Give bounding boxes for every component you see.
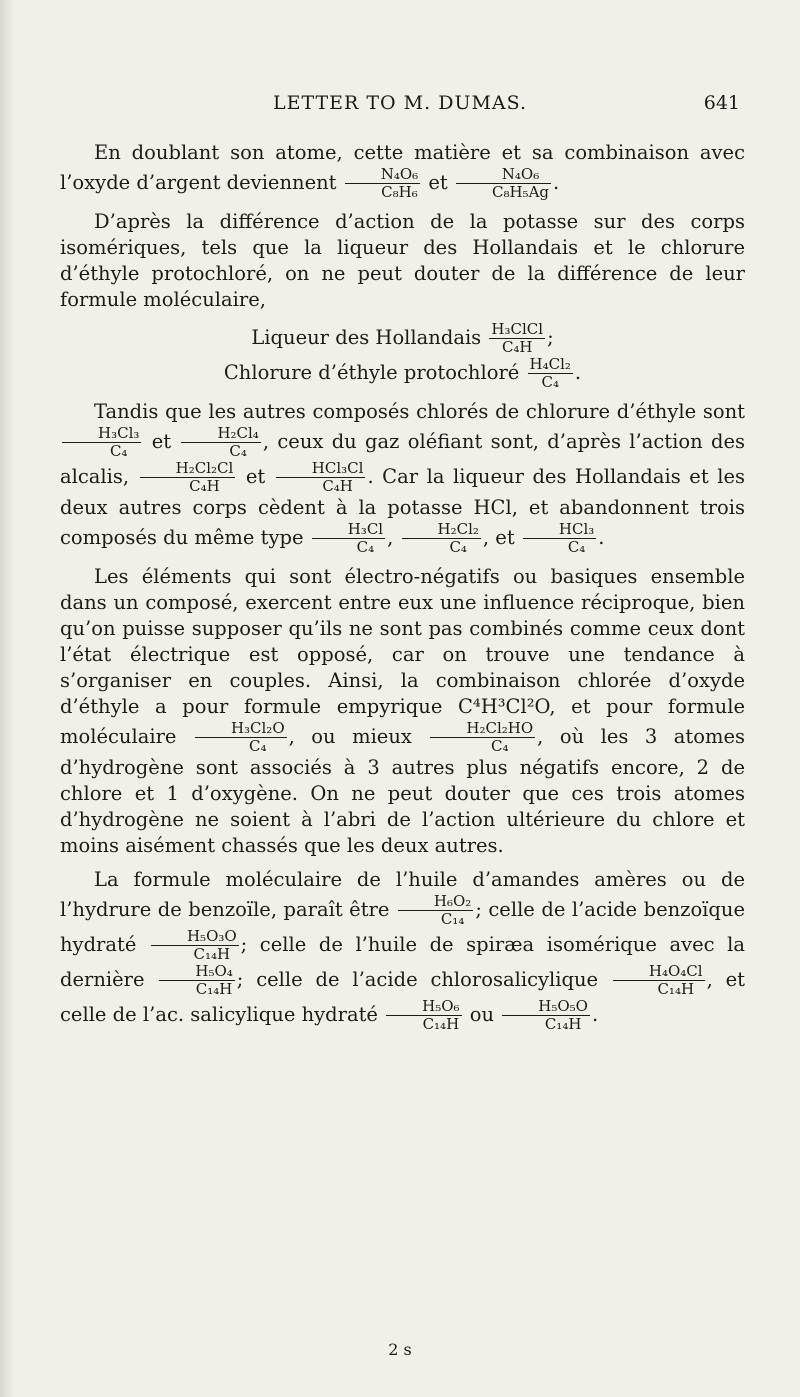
formula-fraction: $\frac{\text{H₄O₄Cl}}{\text{C₁₄H}}$ <box>613 963 705 998</box>
formula-fraction: $\frac{\text{H₆O₂}}{\text{C₁₄}}$ <box>398 893 473 928</box>
paragraph-3: Tandis que les autres composés chlorés de chlorure d’éthyle sont $\frac{\text{H₃Cl₃}}{\text{C₄}}$ et $\frac{\text{H₂Cl₄}}{\text{C₄}}$ , ceux du gaz oléfiant sont, d’après l’action des alcalis, $\frac{\text{H₂Cl₂Cl}}{\text{C₄H}}$ et $\frac{\text{HCl₃Cl}}{\text{C₄H}}$ . Car la liqueur des Hollandais et les deux autres corps cèdent à la potasse HCl, et abandonnent trois composés du même type $\frac{\text{H₃Cl}}{\text{C₄}}$ , $\frac{\text{H₂Cl₂}}{\text{C₄}}$ , et $\frac{\text{HCl₃}}{\text{C₄}}$ . <box>60 400 746 556</box>
paragraph-5: La formule moléculaire de l’huile d’amandes amères ou de l’hydrure de benzoïle, paraît être $\frac{\text{H₆O₂}}{\text{C₁₄}}$ ; celle de l’acide benzoïque hydraté $\frac{\text{H₅O₃O}}{\text{C₁₄H}}$ ; celle de l’huile de spiræa isomérique avec la dernière $\frac{\text{H₅O₄}}{\text{C₁₄H}}$ ; celle de l’acide chlorosalicylique $\frac{\text{H₄O₄Cl}}{\text{C₁₄H}}$ , et celle de l’ac. salicylique hydraté $\frac{\text{H₅O₆}}{\text{C₁₄H}}$ ou $\frac{\text{H₅O₅O}}{\text{C₁₄H}}$ . <box>60 868 746 1033</box>
formula-fraction: $\frac{\text{H₅O₃O}}{\text{C₁₄H}}$ <box>151 928 239 963</box>
formula-fraction: $\frac{\text{H₂Cl₂}}{\text{C₄}}$ <box>402 521 481 556</box>
formula-fraction: $\frac{\text{H₂Cl₂Cl}}{\text{C₄H}}$ <box>140 460 236 495</box>
formula-fraction: $\frac{\text{HCl₃Cl}}{\text{C₄H}}$ <box>276 460 366 495</box>
formula-fraction: $\frac{\text{H₃Cl₃}}{\text{C₄}}$ <box>62 425 141 460</box>
formula-fraction: $\frac{\text{N₄O₆}}{\text{C₈H₆}}$ <box>345 166 420 201</box>
formula-fraction: $\frac{\text{H₂Cl₄}}{\text{C₄}}$ <box>181 425 260 460</box>
text-body <box>60 140 745 1033</box>
page-edge-shadow <box>0 0 14 1397</box>
running-header <box>0 92 800 116</box>
formula-fraction: $\frac{\text{N₄O₆}}{\text{C₈H₅Ag}}$ <box>456 166 551 201</box>
header-title: LETTER TO M. DUMAS. <box>272 92 528 114</box>
signature-mark: 2 s <box>388 1340 412 1359</box>
formula-fraction: $\frac{\text{H₅O₅O}}{\text{C₁₄H}}$ <box>502 998 590 1033</box>
paragraph-2: D’après la différence d’action de la potasse sur des corps isomériques, tels que la liqueur des Hollandais et le chlorure d’éthyle protochloré, on ne peut douter de la différence de leur formule moléculaire, <box>60 210 745 311</box>
equation-liqueur: Liqueur des Hollandais $\frac{\text{H₃ClCl}}{\text{C₄H}}$ ; <box>251 320 554 356</box>
paragraph-1: En doublant son atome, cette matière et sa combinaison avec l’oxyde d’argent deviennent $\frac{\text{N₄O₆}}{\text{C₈H₆}}$ et $\frac{\text{N₄O₆}}{\text{C₈H₅Ag}}$ . <box>60 141 745 201</box>
paragraph-4: Les éléments qui sont électro-négatifs ou basiques ensemble dans un composé, exercent entre eux une influence réciproque, bien qu’on puisse supposer qu’ils ne sont pas combinés comme ceux dont l’état électrique est opposé, car on trouve une tendance à s’organiser en couples. Ainsi, la combinaison chlorée d’oxyde d’éthyle a pour formule empyrique C⁴H³Cl²O, et pour formule moléculaire $\frac{\text{H₃Cl₂O}}{\text{C₄}}$ , ou mieux $\frac{\text{H₂Cl₂HO}}{\text{C₄}}$ , où les 3 atomes d’hydrogène sont associés à 3 autres plus négatifs encore, 2 de chlore et 1 d’oxygène. On ne peut douter que ces trois atomes d’hydrogène ne soient à l’abri de l’action ultérieure du chlore et moins aisément chassés que les deux autres. <box>60 565 745 857</box>
formula-fraction: $\frac{\text{H₃Cl₂O}}{\text{C₄}}$ <box>195 720 287 755</box>
formula-fraction: $\frac{\text{H₅O₄}}{\text{C₁₄H}}$ <box>159 963 234 998</box>
formula-fraction: $\frac{\text{HCl₃}}{\text{C₄}}$ <box>523 521 596 556</box>
formula-fraction: $\frac{\text{H₄Cl₂}}{\text{C₄}}$ <box>529 355 571 391</box>
page-number: 641 <box>703 92 740 114</box>
formula-fraction: $\frac{\text{H₂Cl₂HO}}{\text{C₄}}$ <box>430 720 535 755</box>
formula-fraction: $\frac{\text{H₃ClCl}}{\text{C₄H}}$ <box>491 320 544 356</box>
equation-chlorure: Chlorure d’éthyle protochloré $\frac{\text{H₄Cl₂}}{\text{C₄}}$ . <box>223 355 582 391</box>
formula-fraction: $\frac{\text{H₃Cl}}{\text{C₄}}$ <box>312 521 385 556</box>
formula-fraction: $\frac{\text{H₅O₆}}{\text{C₁₄H}}$ <box>386 998 461 1033</box>
